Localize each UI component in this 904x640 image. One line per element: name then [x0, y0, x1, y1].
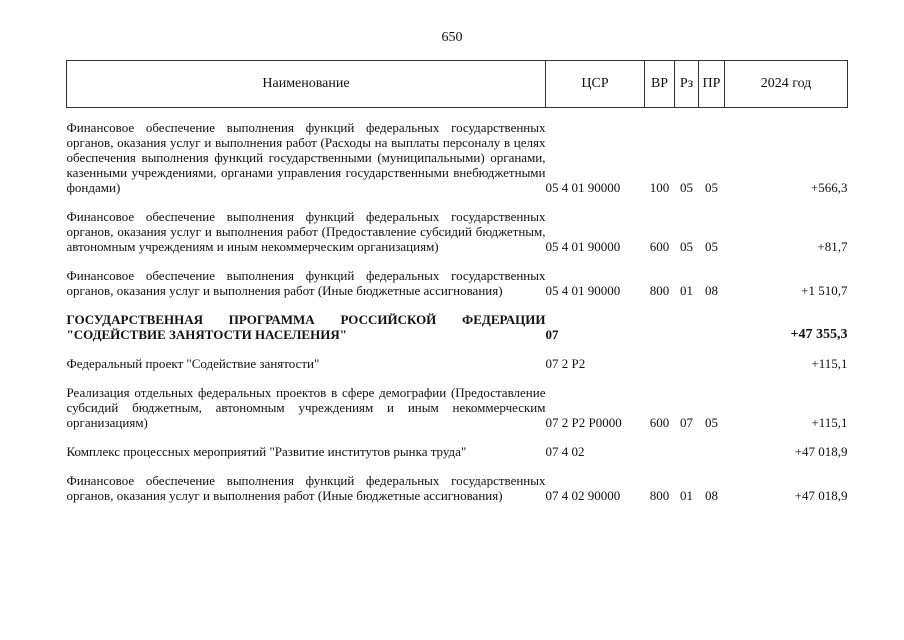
row-csr: 05 4 01 90000 — [545, 283, 621, 298]
row-name: Реализация отдельных федеральных проектов в сфере демографии (Предоставление субсидий бюджетным, автономным учреждениям и иным некоммерческим организациям) — [66, 385, 546, 430]
table-row — [67, 108, 848, 196]
row-amount: +47 355,3 — [790, 327, 848, 342]
row-csr: 07 2 Р2 — [545, 356, 586, 371]
row-amount: +1 510,7 — [801, 283, 848, 298]
row-pr: 05 — [705, 239, 718, 254]
row-vr — [645, 430, 675, 459]
row-name: Финансовое обеспечение выполнения функций федеральных государственных органов, оказания услуг и выполнения работ (Иные бюджетные ассигнования) — [66, 473, 546, 503]
row-csr: 07 2 Р2 Р0000 — [545, 415, 622, 430]
row-name: ГОСУДАРСТВЕННАЯ ПРОГРАММА РОССИЙСКОЙ ФЕДЕРАЦИИ "СОДЕЙСТВИЕ ЗАНЯТОСТИ НАСЕЛЕНИЯ" — [66, 312, 546, 342]
row-csr: 07 — [545, 327, 559, 342]
row-name: Финансовое обеспечение выполнения функций федеральных государственных органов, оказания услуг и выполнения работ (Иные бюджетные ассигнования) — [66, 268, 546, 298]
row-amount: +566,3 — [810, 180, 848, 195]
table-row — [67, 371, 848, 430]
table-row — [67, 459, 848, 503]
row-rz: 05 — [680, 239, 693, 254]
budget-table — [66, 60, 848, 503]
row-pr: 05 — [705, 180, 718, 195]
row-csr: 07 4 02 90000 — [545, 488, 621, 503]
row-amount: +81,7 — [817, 239, 848, 254]
row-pr: 05 — [705, 415, 718, 430]
column-header-vr: ВР — [645, 61, 675, 108]
row-pr: 08 — [705, 488, 718, 503]
row-rz: 01 — [680, 283, 693, 298]
row-rz: 05 — [680, 180, 693, 195]
row-rz — [675, 342, 699, 371]
column-header-rz: Рз — [675, 61, 699, 108]
row-vr: 800 — [649, 283, 670, 298]
table-row-program — [67, 298, 848, 342]
row-vr: 800 — [649, 488, 670, 503]
row-vr — [645, 298, 675, 342]
row-pr — [699, 430, 725, 459]
row-pr: 08 — [705, 283, 718, 298]
row-csr: 05 4 01 90000 — [545, 239, 621, 254]
row-vr: 600 — [649, 415, 670, 430]
row-vr — [645, 342, 675, 371]
column-header-pr: ПР — [699, 61, 725, 108]
row-csr: 05 4 01 90000 — [545, 180, 621, 195]
column-header-name: Наименование — [67, 61, 546, 108]
row-amount: +115,1 — [811, 415, 848, 430]
table-row — [67, 342, 848, 371]
row-name: Федеральный проект "Содействие занятости" — [66, 356, 320, 371]
table-row — [67, 254, 848, 298]
row-pr — [699, 342, 725, 371]
row-vr: 100 — [649, 180, 670, 195]
table-row — [67, 195, 848, 254]
row-amount: +115,1 — [811, 356, 848, 371]
row-amount: +47 018,9 — [794, 488, 848, 503]
column-header-year: 2024 год — [725, 61, 848, 108]
row-rz — [675, 430, 699, 459]
row-csr: 07 4 02 — [545, 444, 585, 459]
row-amount: +47 018,9 — [794, 444, 848, 459]
row-rz: 01 — [680, 488, 693, 503]
row-rz — [675, 298, 699, 342]
row-rz: 07 — [680, 415, 693, 430]
page-number: 650 — [441, 30, 463, 45]
column-header-csr: ЦСР — [546, 61, 645, 108]
row-pr — [699, 298, 725, 342]
row-name: Финансовое обеспечение выполнения функций федеральных государственных органов, оказания услуг и выполнения работ (Предоставление субсидий бюджетным, автономным учреждениям и иным некоммерческим организациям) — [66, 209, 546, 254]
row-name: Комплекс процессных мероприятий "Развитие институтов рынка труда" — [66, 444, 467, 459]
table-header-row — [67, 61, 848, 108]
table-row — [67, 430, 848, 459]
row-name: Финансовое обеспечение выполнения функций федеральных государственных органов, оказания услуг и выполнения работ (Расходы на выплаты персоналу в целях обеспечения выполнения функций государственными (муниципальными) органами, казенными учреждениями, органами управления государственными внебюджетными фондами) — [66, 120, 546, 195]
row-vr: 600 — [649, 239, 670, 254]
